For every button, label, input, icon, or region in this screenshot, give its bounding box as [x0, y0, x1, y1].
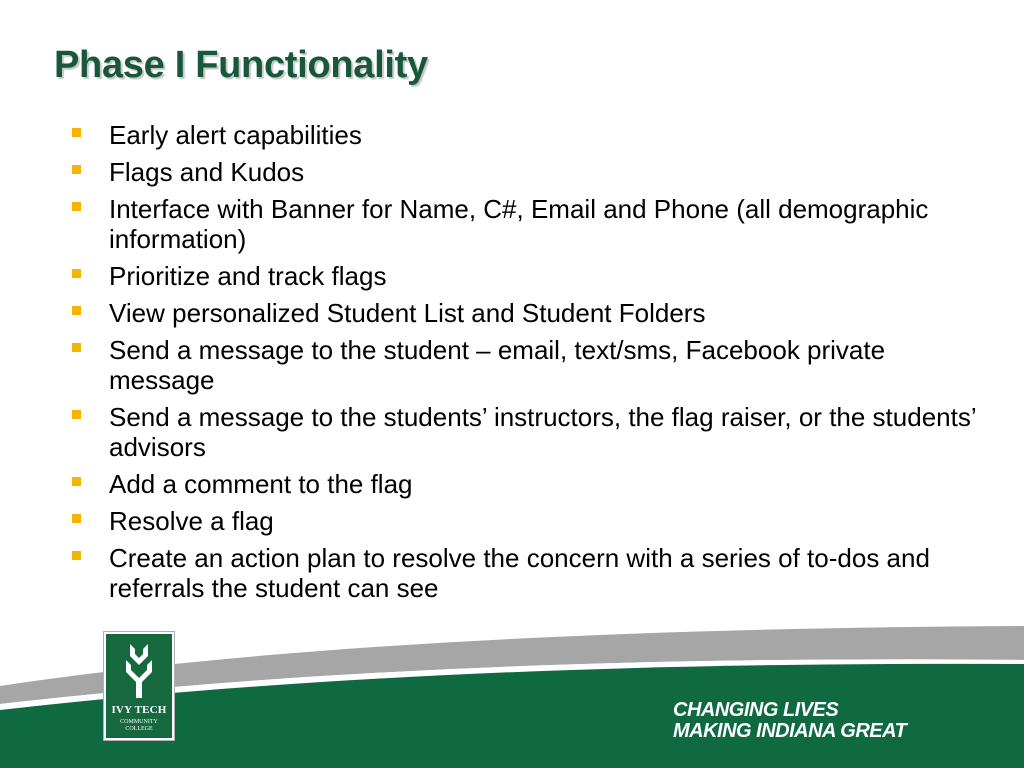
bullet-square-icon [72, 410, 81, 419]
bullet-square-icon [72, 128, 81, 137]
bullet-square-icon [72, 306, 81, 315]
list-item: Prioritize and track flags [72, 261, 992, 291]
slide-title: Phase I Functionality [54, 44, 428, 86]
list-item: View personalized Student List and Student Folders [72, 298, 992, 328]
bullet-square-icon [72, 343, 81, 352]
ivy-tech-logo [104, 632, 174, 740]
bullet-square-icon [72, 551, 81, 560]
list-item: Interface with Banner for Name, C#, Email and Phone (all demographic information) [72, 194, 992, 254]
list-item: Add a comment to the flag [72, 469, 992, 499]
tagline-line-2: MAKING INDIANA GREAT [673, 720, 907, 742]
list-item: Send a message to the students’ instructors, the flag raiser, or the students’ advisors [72, 402, 992, 462]
logo-subtitle: COMMUNITY COLLEGE [120, 719, 158, 732]
bullet-square-icon [72, 477, 81, 486]
bullet-square-icon [72, 269, 81, 278]
list-item: Create an action plan to resolve the concern with a series of to-dos and referrals the student can see [72, 543, 992, 603]
list-item: Early alert capabilities [72, 120, 992, 150]
list-item: Resolve a flag [72, 506, 992, 536]
bullet-square-icon [72, 514, 81, 523]
logo-name-text: IVY TECH [111, 704, 167, 716]
bullet-list [72, 120, 992, 610]
footer-tagline [673, 700, 973, 742]
list-item: Flags and Kudos [72, 157, 992, 187]
bullet-square-icon [72, 202, 81, 211]
list-item: Send a message to the student – email, text/sms, Facebook private message [72, 335, 992, 395]
bullet-square-icon [72, 165, 81, 174]
tagline-line-1: CHANGING LIVES [673, 699, 839, 721]
